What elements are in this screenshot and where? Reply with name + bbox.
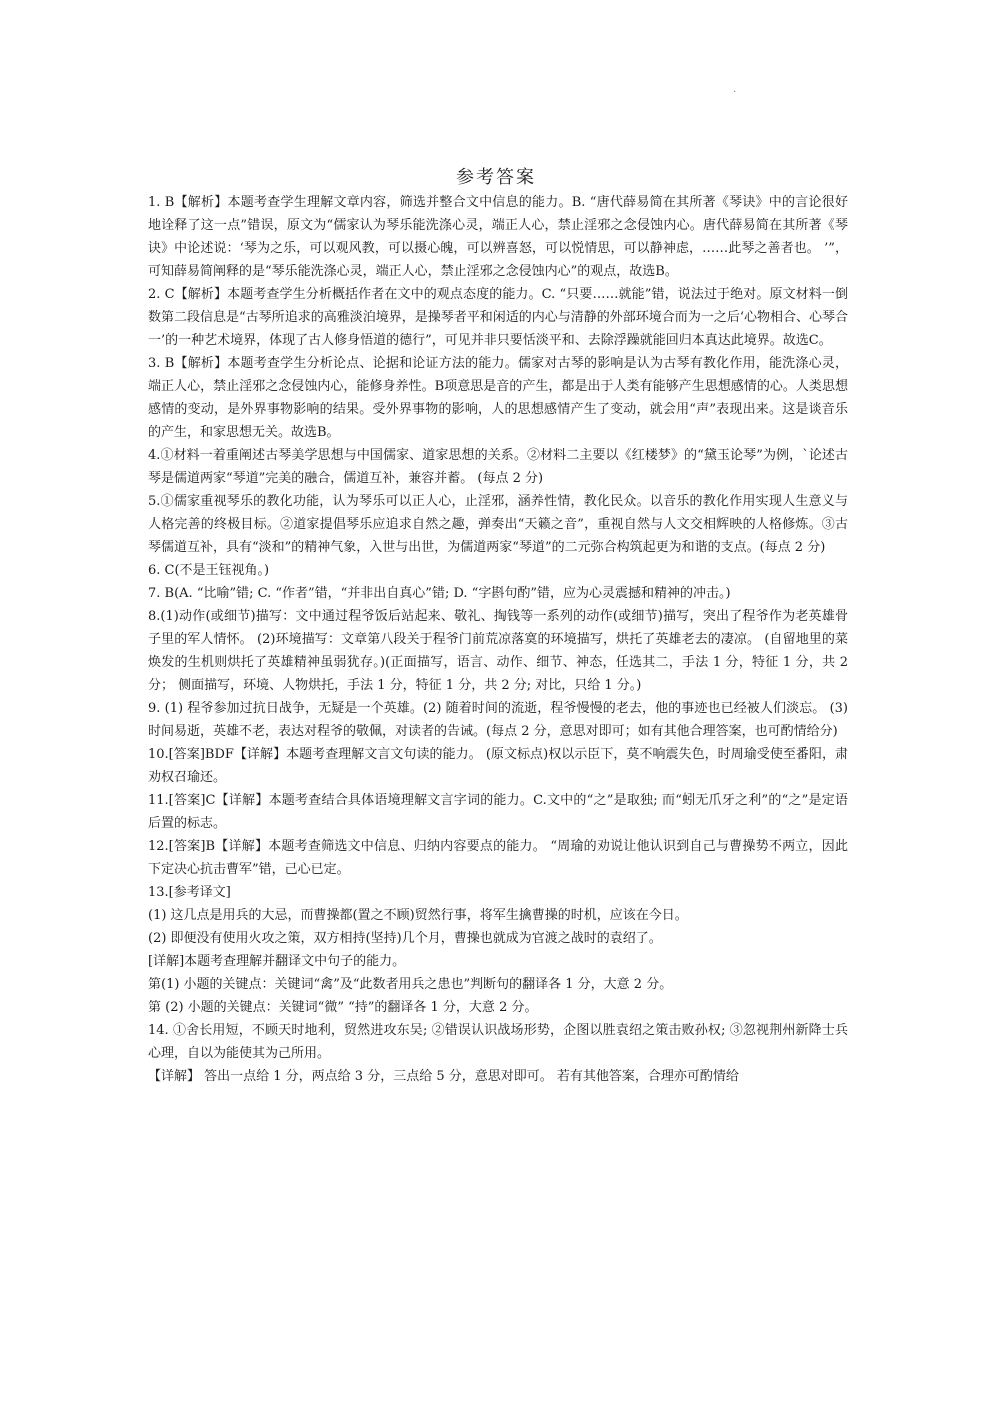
answer-12: 12.[答案]B【详解】本题考查筛选文中信息、归纳内容要点的能力。 “周瑜的劝说让他认识到自己与曹操势不两立，因此下定决心抗击曹军”错，己心已定。 <box>148 839 848 877</box>
answer-13-heading: 13.[参考译文] <box>148 885 231 900</box>
answer-13-keypoint-1: 第(1) 小题的关键点：关键词“禽”及“此数者用兵之患也”判断句的翻译各 1 分，大意 2 分。 <box>148 977 673 992</box>
answer-8: 8.(1)动作(或细节)描写：文中通过程爷饭后站起来、敬礼、掏钱等一系列的动作(或细节)描写，突出了程爷作为老英雄骨子里的军人情怀。 (2)环境描写：文章第八段关于程爷门前荒凉落寞的环境描写，烘托了英雄老去的凄凉。 (自留地里的菜焕发的生机则烘托了英雄精神虽弱犹存。)(正面描写，语言、动作、细节、神态，任选其二，手法 1 分，特征 1 分，共 2 分； 侧面描写，环境、人物烘托，手法 1 分，特征 1 分，共 2 分; 对比，只给 1 分。) <box>148 609 848 693</box>
answer-13-keypoint-2: 第 (2) 小题的关键点：关键词“微” “持”的翻译各 1 分，大意 2 分。 <box>148 1000 538 1015</box>
answer-4: 4.①材料一着重阐述古琴美学思想与中国儒家、道家思想的关系。②材料二主要以《红楼梦》的“黛玉论琴”为例，`论述古琴是儒道两家“琴道”完美的融合，儒道互补，兼容并蓄。 (每点 2 分) <box>148 448 848 486</box>
answer-3: 3. B【解析】本题考查学生分析论点、论据和论证方法的能力。儒家对古琴的影响是认为古琴有教化作用，能洗涤心灵，端正人心，禁止淫邪之念侵蚀内心，能修身养性。B项意思是音的产生，都是出于人类有能够产生思想感情的心。人类思想感情的变动，是外界事物影响的结果。受外界事物的影响，人的思想感情产生了变动，就会用“声”表现出来。这是谈音乐的产生，和家思想无关。故选B。 <box>148 356 848 440</box>
page-title: 参考答案 <box>456 167 536 188</box>
answer-6: 6. C(不是王钰视角。) <box>148 563 270 578</box>
corner-mark: . <box>733 84 737 95</box>
answer-14: 14. ①舍长用短，不顾天时地利，贸然进攻东吴; ②错误认识战场形势，企图以胜袁绍之策击败孙权; ③忽视荆州新降士兵心理，自以为能使其为己所用。 <box>148 1023 848 1061</box>
answer-13-translation-2: (2) 即便没有使用火攻之策，双方相持(坚持)几个月，曹操也就成为官渡之战时的袁绍了。 <box>148 931 662 946</box>
answer-2: 2. C【解析】本题考查学生分析概括作者在文中的观点态度的能力。C. “只要……就能”错，说法过于绝对。原文材料一倒数第二段信息是“古琴所追求的高雅淡泊境界，是操琴者平和闲适的内心与清静的外部环境合而为一之后‘心物相合、心琴合一’的一种艺术境界，体现了古人修身悟道的德行”，可见并非只要恬淡平和、去除浮躁就能回归本真达此境界。故选C。 <box>148 287 848 348</box>
answer-11: 11.[答案]C【详解】本题考查结合具体语境理解文言字词的能力。C.文中的“之”是取独; 而“蚓无爪牙之利”的“之”是定语后置的标志。 <box>148 793 848 831</box>
answer-13-explanation: [详解]本题考查理解并翻译文中句子的能力。 <box>148 954 406 969</box>
answer-5: 5.①儒家重视琴乐的教化功能，认为琴乐可以正人心，止淫邪，涵养性情，教化民众。以音乐的教化作用实现人生意义与人格完善的终极目标。②道家提倡琴乐应追求自然之趣，弹奏出“天籁之音”，重视自然与人文交相辉映的人格修炼。③古琴儒道互补，具有“淡和”的精神气象，入世与出世，为儒道两家“琴道”的二元弥合构筑起更为和谐的支点。(每点 2 分) <box>148 494 848 555</box>
answer-list <box>148 191 848 1088</box>
answer-1: 1. B【解析】本题考查学生理解文章内容，筛选并整合文中信息的能力。B. “唐代薛易简在其所著《琴诀》中的言论很好地诠释了这一点”错误，原文为“儒家认为琴乐能洗涤心灵，端正人心，禁止淫邪之念侵蚀内心。唐代薛易简在其所著《琴诀》中论述说：‘琴为之乐，可以观风教，可以摄心魄，可以辨喜怒，可以悦情思，可以静神虑，……此琴之善者也。 ’”，可知薛易简阐释的是“琴乐能洗涤心灵，端正人心，禁止淫邪之念侵蚀内心”的观点，故选B。 <box>148 195 848 279</box>
answer-9: 9. (1) 程爷参加过抗日战争，无疑是一个英雄。(2) 随着时间的流逝，程爷慢慢的老去，他的事迹也已经被人们淡忘。 (3)时间易逝，英雄不老，表达对程爷的敬佩，对读者的告诫。(每点 2 分，意思对即可；如有其他合理答案，也可酌情给分) <box>148 701 848 739</box>
answer-10: 10.[答案]BDF【详解】本题考查理解文言文句读的能力。 (原文标点)权以示臣下，莫不响震失色，时周瑜受使至番阳，肃劝权召瑜还。 <box>148 747 848 785</box>
answer-14-explanation: 【详解】 答出一点给 1 分，两点给 3 分，三点给 5 分，意思对即可。 若有其他答案，合理亦可酌情给 <box>148 1069 739 1084</box>
answer-13-translation-1: (1) 这几点是用兵的大忌，而曹操都(置之不顾)贸然行事，将军生擒曹操的时机，应该在今日。 <box>148 908 688 923</box>
answer-7: 7. B(A. “比喻”错; C. “作者”错，“并非出自真心”错; D. “字斟句酌”错，应为心灵震撼和精神的冲击。) <box>148 586 731 601</box>
